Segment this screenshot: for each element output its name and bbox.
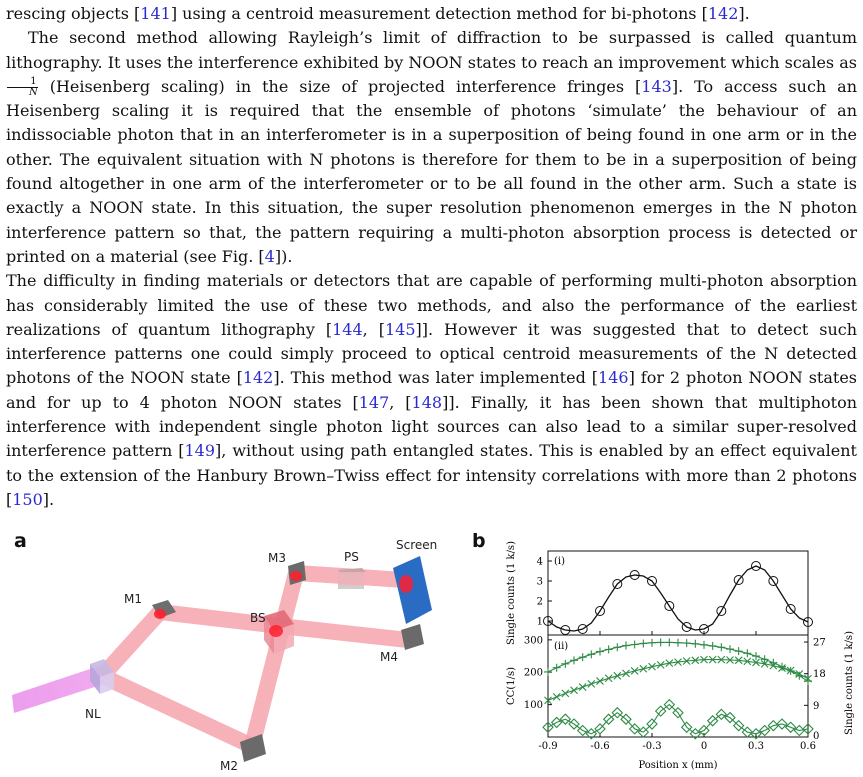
label-m4: M4 — [380, 650, 398, 664]
panel-i-frame — [548, 551, 808, 635]
data-point-plus — [579, 653, 587, 661]
y2-tick-label: 0 — [813, 731, 820, 742]
plot-ii — [524, 635, 826, 752]
citation-link[interactable]: [141] — [134, 4, 178, 23]
mirror-m4 — [401, 624, 424, 650]
citation-link[interactable]: [142] — [236, 368, 280, 388]
text-run: . To access such an Heisenberg scaling it is required that the ensemble of photons ‘simulate’ the behaviour of an indissociable photon that in an interferometer is in a superposition of being found in one arm or in the other. The equivalent situation with N photons is therefore for them to be in a superposition of being found altogether in one arm of the interferometer or to be all found in the other arm. Such a state is exactly a NOON state. In this situation, the super resolution phenomenon emerges in the N photon interference pattern so that, the pattern requiring a multi-photon absorption process is detected or printed on a material (see Fig. — [6, 76, 858, 266]
y-tick-label: 1 — [536, 616, 543, 628]
text-run: rescing objects — [6, 4, 135, 23]
data-point-plus — [613, 643, 621, 651]
data-point-plus — [700, 641, 708, 649]
data-point-plus — [761, 655, 769, 663]
fit-curve-x — [548, 660, 808, 701]
data-point-plus — [683, 639, 691, 647]
text-run: ). — [281, 246, 293, 266]
data-point-plus — [631, 640, 639, 648]
interferometer-diagram — [0, 528, 470, 777]
text-run: for 2 photon NOON states and for up to 4 photon NOON states [ — [6, 368, 858, 412]
data-point-plus — [743, 649, 751, 657]
text-run: . — [744, 4, 750, 23]
data-point-x — [623, 670, 630, 677]
x-tick-label: -0.9 — [538, 741, 558, 752]
data-point-plus — [596, 648, 604, 656]
text-run: . This method was later implemented — [279, 368, 592, 388]
y-axis-label-i: Single counts (1 k/s) — [506, 541, 517, 645]
x-tick-label: 0 — [700, 741, 708, 752]
text-run: The difficulty in finding materials or detectors that are capable of performing multi-photon absorption has considerably limited the use of these two methods, and also the performance of the earliest realizations of quantum lithography [ — [6, 271, 857, 339]
data-point-plus — [561, 660, 569, 668]
text-run: , — [389, 392, 406, 412]
data-point-plus — [622, 642, 630, 650]
screen — [393, 556, 432, 624]
y-tick-label: 300 — [523, 635, 543, 647]
y2-axis-label-ii: Single counts (1 k/s) — [844, 631, 855, 735]
citation-link[interactable]: 144 — [332, 319, 363, 339]
citation-link[interactable]: 147 — [358, 392, 390, 412]
x-tick-label: 0.6 — [800, 741, 816, 752]
fringe-plots — [470, 528, 863, 777]
text-run: The second method allowing Rayleigh’s limit of diffraction to be surpassed is called quantum lithography. It uses the interference exhibited by NOON states to reach an improvement which scales as — [6, 28, 857, 72]
y2-tick-label: 18 — [813, 669, 826, 681]
x-axis-label: Position x (mm) — [638, 760, 718, 771]
label-m1: M1 — [124, 592, 142, 606]
y-tick-label: 2 — [536, 596, 543, 608]
data-point-plus — [778, 663, 786, 671]
label-screen: Screen — [396, 538, 438, 552]
text-run: ]. Finally, it has been shown that multiphoton interference with independent single photon light sources can also lead to a similar super-resolved interference pattern — [6, 392, 858, 461]
y-axis-label-ii: CC(1/s) — [506, 667, 517, 705]
text-run: using a centroid measurement detection method for bi-photons — [177, 4, 702, 23]
data-point-plus — [726, 645, 734, 653]
text-run: (Heisenberg scaling) in the size of projected interference fringes — [38, 76, 636, 96]
citation-link[interactable]: [149] — [178, 441, 222, 461]
text-run: ]. However it was suggested that to detect such interference patterns one could simply proceed to optical centroid measurements of the N detected photons of the NOON state — [6, 319, 858, 388]
plot-i — [537, 557, 813, 636]
text-run: , without using path entangled states. This is enabled by an effect equivalent to the extension of the Hanbury Brown–Twiss effect for intensity correlations with more than 2 photons — [6, 441, 857, 485]
citation-link[interactable]: [148] — [405, 392, 449, 412]
citation-link[interactable]: [143] — [635, 76, 679, 96]
label-ps: PS — [344, 550, 359, 564]
data-point-plus — [709, 642, 717, 650]
data-point-x — [562, 690, 569, 697]
data-point-plus — [674, 639, 682, 647]
label-nl: NL — [85, 707, 101, 721]
data-point-x — [605, 675, 612, 682]
data-point-plus — [691, 640, 699, 648]
fit-curve-i — [548, 566, 808, 631]
y-tick-label: 200 — [523, 667, 543, 679]
phase-shifter — [338, 568, 366, 589]
data-point-x — [597, 678, 604, 685]
body-text — [6, 2, 857, 512]
citation-link[interactable]: [146] — [591, 368, 635, 388]
data-point-plus — [570, 656, 578, 664]
data-point-plus — [553, 664, 561, 672]
y-tick-label: 100 — [523, 700, 543, 712]
data-point-x — [553, 693, 560, 700]
paragraph-2 — [6, 26, 857, 269]
label-m2: M2 — [220, 759, 238, 773]
text-run: . — [49, 489, 55, 509]
text-run: , — [362, 319, 379, 339]
y-tick-label: 4 — [536, 556, 543, 568]
paragraph-3 — [6, 269, 857, 512]
x-tick-label: 0.3 — [748, 741, 764, 752]
fraction: $\frac{1}{N}$ — [7, 77, 38, 98]
paragraph-1 — [6, 2, 857, 26]
panel-i-label: (i) — [554, 556, 566, 567]
y-tick-label: 3 — [536, 576, 543, 588]
data-point-x — [614, 672, 621, 679]
label-bs: BS — [250, 611, 266, 625]
data-point-plus — [665, 638, 673, 646]
data-point-plus — [605, 645, 613, 653]
citation-link[interactable]: [145] — [378, 319, 422, 339]
data-point-plus — [657, 638, 665, 646]
y2-tick-label: 27 — [813, 637, 826, 649]
x-tick-label: -0.3 — [642, 741, 662, 752]
citation-link[interactable]: [4] — [258, 246, 282, 266]
x-tick-label: -0.6 — [590, 741, 610, 752]
data-point-plus — [544, 668, 552, 676]
data-point-plus — [587, 650, 595, 658]
figure-panel-b-label: b — [472, 530, 486, 552]
data-point-x — [588, 680, 595, 687]
beam-paths — [102, 573, 408, 746]
figure-panel-a-label: a — [14, 530, 27, 552]
data-point-plus — [639, 639, 647, 647]
label-m3: M3 — [268, 551, 286, 565]
data-point-plus — [717, 643, 725, 651]
citation-link[interactable]: [142] — [701, 4, 745, 23]
citation-link[interactable]: [150] — [6, 489, 50, 509]
data-point-x — [579, 684, 586, 691]
panel-ii-label: (ii) — [554, 641, 569, 652]
data-point-x — [571, 687, 578, 694]
data-point-plus — [735, 647, 743, 655]
data-point-plus — [648, 639, 656, 647]
y2-tick-label: 9 — [813, 700, 820, 712]
